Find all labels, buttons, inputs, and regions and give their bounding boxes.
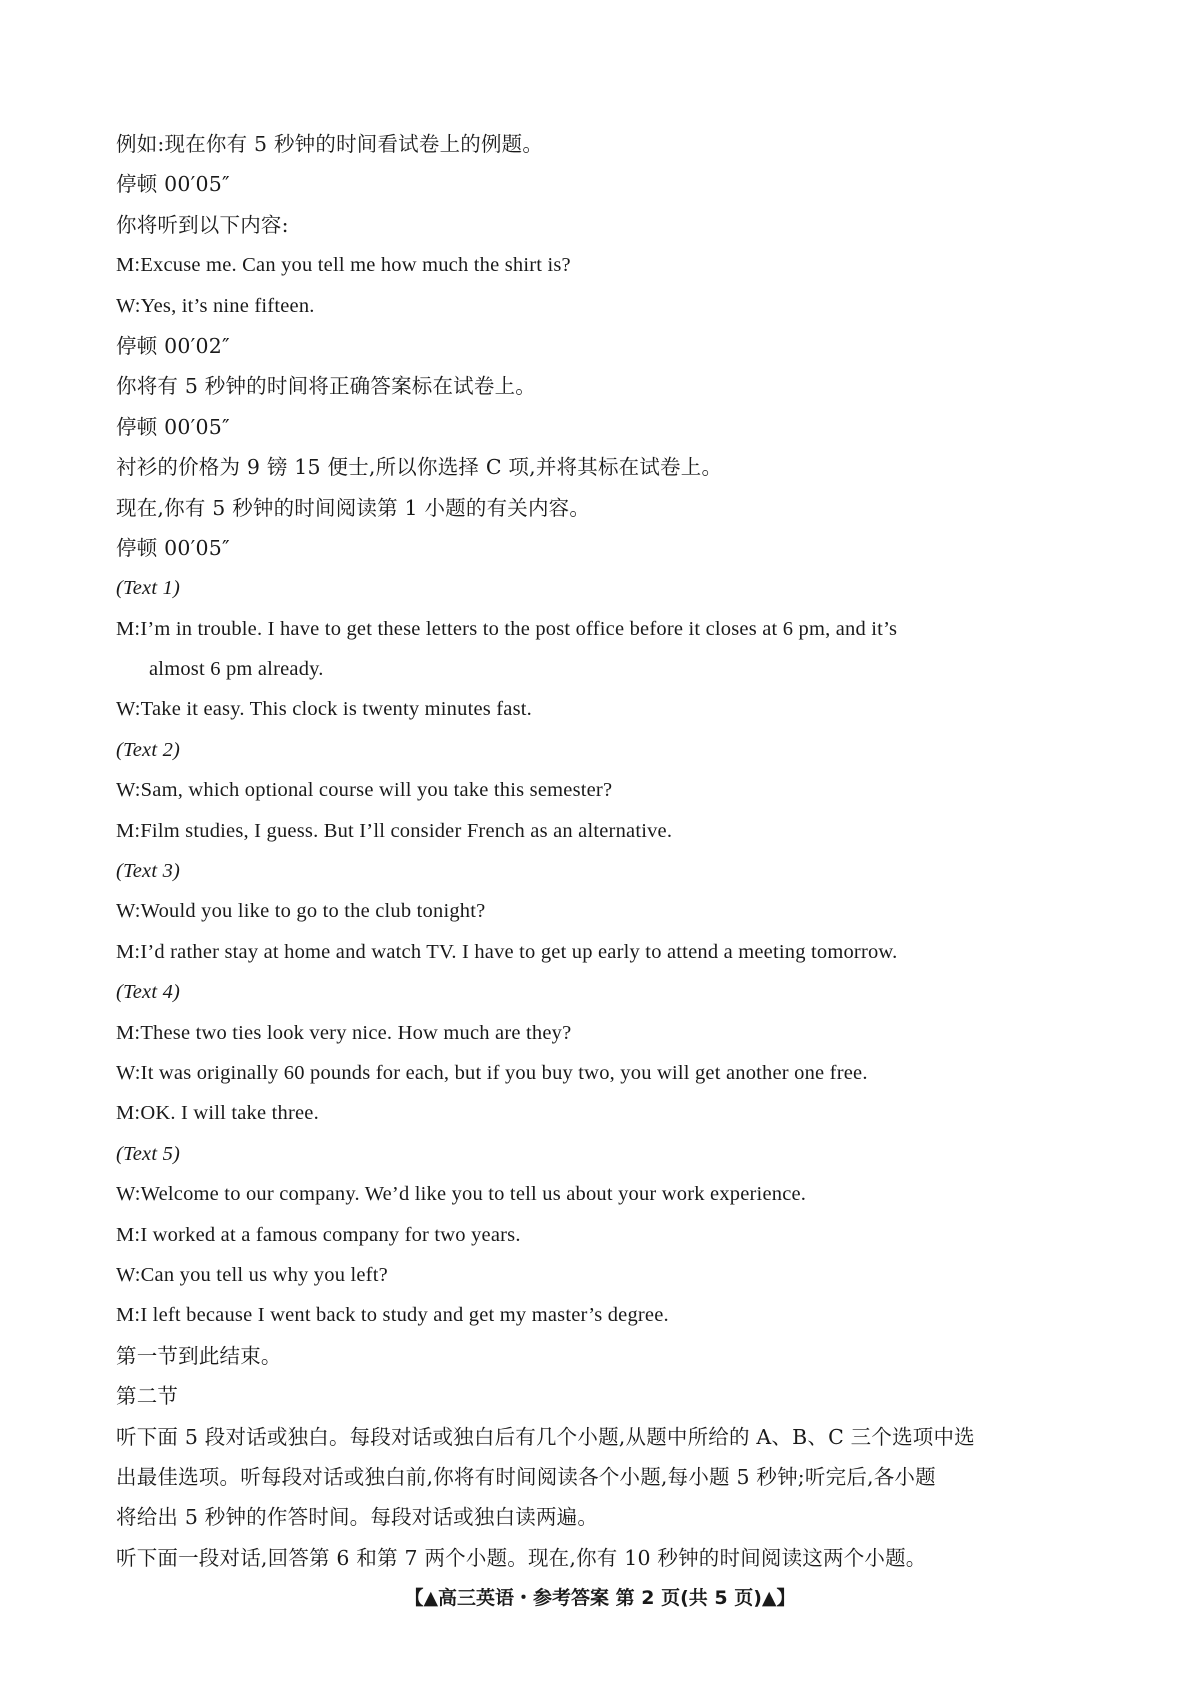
text-heading: (Text 2) [116,738,181,761]
text-line: 衬衫的价格为 9 镑 15 便士,所以你选择 C 项,并将其标在试卷上。 [116,455,723,480]
dialogue-line: W:Yes, it’s nine fifteen. [116,294,315,317]
text-line: 现在,你有 5 秒钟的时间阅读第 1 小题的有关内容。 [116,495,591,520]
dialogue-line: M:These two ties look very nice. How much are they? [116,1021,572,1044]
dialogue-line: M:I’m in trouble. I have to get these letters to the post office before it closes at 6 pm, and it’s [116,617,898,640]
page-body [116,124,1096,1578]
text-heading: (Text 4) [116,981,181,1004]
instruction-line: 听下面一段对话,回答第 6 和第 7 两个小题。现在,你有 10 秒钟的时间阅读这两个小题。 [116,1545,927,1570]
pause-line: 停顿 00′05″ [116,172,230,197]
dialogue-line: M:I left because I went back to study and get my master’s degree. [116,1304,669,1327]
dialogue-line: M:I’d rather stay at home and watch TV. I have to get up early to attend a meeting tomorrow. [116,940,898,963]
dialogue-line: M:Film studies, I guess. But I’ll consider French as an alternative. [116,819,673,842]
instruction-line: 将给出 5 秒钟的作答时间。每段对话或独白读两遍。 [116,1505,599,1530]
instruction-line: 出最佳选项。听每段对话或独白前,你将有时间阅读各个小题,每小题 5 秒钟;听完后,各小题 [116,1464,936,1489]
dialogue-line: W:It was originally 60 pounds for each, but if you buy two, you will get another one free. [116,1061,868,1084]
dialogue-line: W:Welcome to our company. We’d like you to tell us about your work experience. [116,1183,807,1206]
pause-line: 停顿 00′02″ [116,333,230,358]
dialogue-line: W:Take it easy. This clock is twenty minutes fast. [116,698,533,721]
section-end-line: 第一节到此结束。 [116,1343,282,1368]
pause-line: 停顿 00′05″ [116,535,230,560]
instruction-line: 听下面 5 段对话或独白。每段对话或独白后有几个小题,从题中所给的 A、B、C 三个选项中选 [116,1424,975,1449]
text-heading: (Text 1) [116,577,181,600]
page-footer: 【▲高三英语・参考答案 第 2 页(共 5 页)▲】 [404,1587,796,1609]
text-line: 你将听到以下内容: [116,212,289,237]
text-line: 例如:现在你有 5 秒钟的时间看试卷上的例题。 [116,132,544,156]
dialogue-line: W:Sam, which optional course will you take this semester? [116,779,613,802]
section-heading: 第二节 [116,1384,179,1409]
dialogue-line: W:Can you tell us why you left? [116,1263,388,1286]
dialogue-line: M:I worked at a famous company for two years. [116,1223,521,1246]
dialogue-line: M:OK. I will take three. [116,1102,319,1125]
dialogue-line-continuation: almost 6 pm already. [149,658,324,681]
dialogue-line: W:Would you like to go to the club tonight? [116,900,486,923]
dialogue-line: M:Excuse me. Can you tell me how much the shirt is? [116,254,571,277]
text-heading: (Text 3) [116,860,181,883]
pause-line: 停顿 00′05″ [116,414,230,439]
text-line: 你将有 5 秒钟的时间将正确答案标在试卷上。 [116,374,536,399]
text-heading: (Text 5) [116,1142,181,1165]
